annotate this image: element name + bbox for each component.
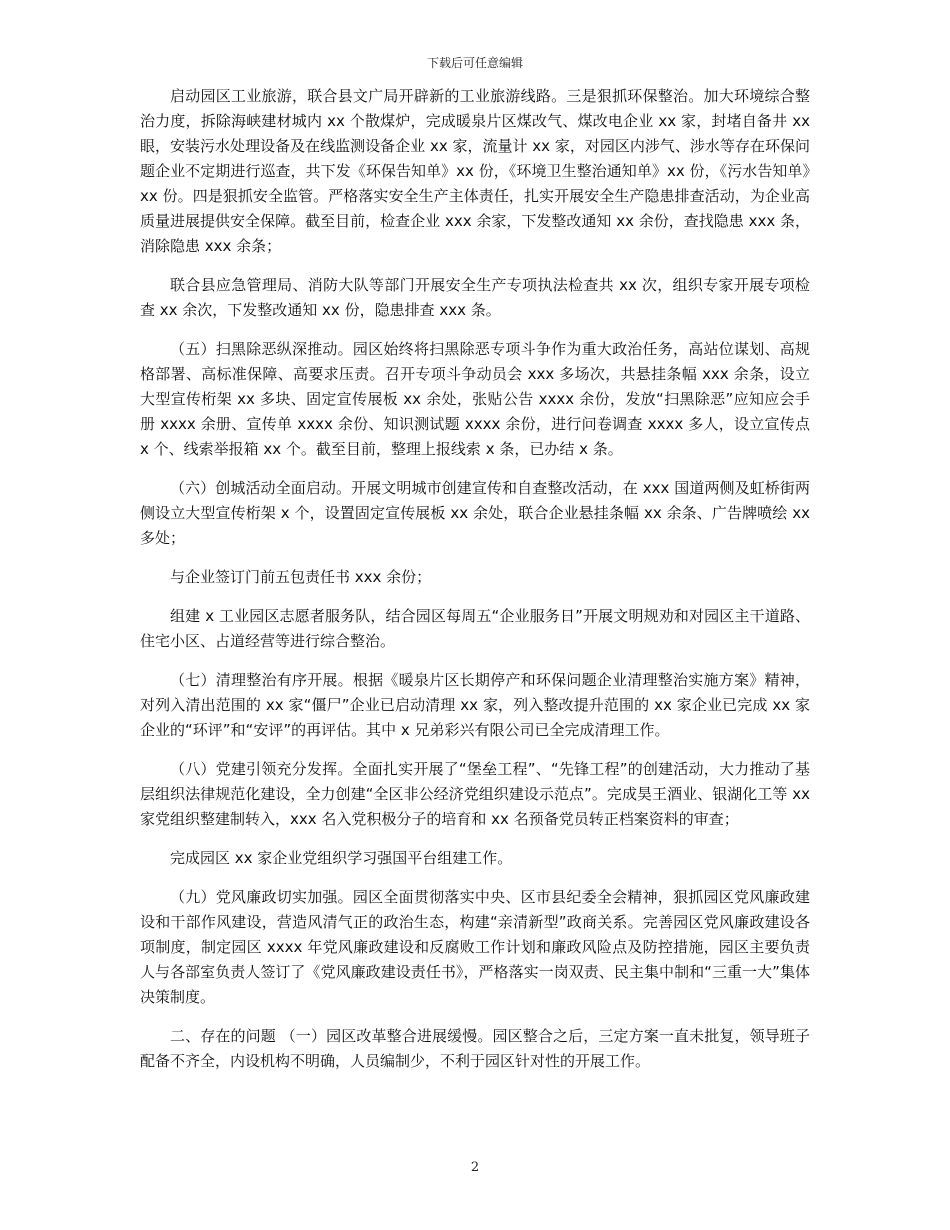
document-body xyxy=(140,84,810,1088)
paragraph-6: 组建 x 工业园区志愿者服务队，结合园区每周五“企业服务日”开展文明规劝和对园区主干道路、住宅小区、占道经营等进行综合整治。 xyxy=(140,607,810,650)
paragraph-2: 联合县应急管理局、消防大队等部门开展安全生产专项执法检查共 xx 次，组织专家开展专项检查 xx 余次，下发整改通知 xx 份，隐患排查 xxx 条。 xyxy=(140,276,810,319)
paragraph-4: （六）创城活动全面启动。开展文明城市创建宣传和自查整改活动，在 xxx 国道两侧及虹桥街两侧设立大型宣传桁架 x 个，设置固定宣传展板 xx 余处，联合企业悬挂条幅 xx 余条、广告牌喷绘 xx 多处； xyxy=(140,479,810,547)
paragraph-10: （九）党风廉政切实加强。园区全面贯彻落实中央、区市县纪委全会精神，狠抓园区党风廉政建设和干部作风建设，营造风清气正的政治生态，构建“亲清新型”政商关系。完善园区党风廉政建设各项制度，制定园区 xxxx 年党风廉政建设和反腐败工作计划和廉政风险点及防控措施，园区主要负责人与各部室负责人签订了《党风廉政建设责任书》，严格落实一岗双责、民主集中制和“三重一大”集体决策制度。 xyxy=(140,888,810,1006)
paragraph-3: （五）扫黑除恶纵深推动。园区始终将扫黑除恶专项斗争作为重大政治任务，高站位谋划、高规格部署、高标准保障、高要求压责。召开专项斗争动员会 xxx 多场次，共悬挂条幅 xxx 余条，设立大型宣传桁架 xx 多块、固定宣传展板 xx 余处，张贴公告 xxxx 余份，发放“扫黑除恶”应知应会手册 xxxx 余册、宣传单 xxxx 余份、知识测试题 xxxx 余份，进行问卷调查 xxxx 多人，设立宣传点 x 个、线索举报箱 xx 个。截至目前，整理上报线索 x 条，已办结 x 条。 xyxy=(140,340,810,458)
page-header: 下载后可任意编辑 xyxy=(426,56,523,70)
page-number: 2 xyxy=(470,1160,480,1175)
paragraph-7: （七）清理整治有序开展。根据《暖泉片区长期停产和环保问题企业清理整治实施方案》精神，对列入清出范围的 xx 家“僵尸”企业已启动清理 xx 家，列入整改提升范围的 xx 家企业已完成 xx 家企业的“环评”和“安评”的再评估。其中 x 兄弟彩兴有限公司已全完成清理工作。 xyxy=(140,671,810,739)
paragraph-11: 二、存在的问题 （一）园区改革整合进展缓慢。园区整合之后，三定方案一直未批复，领导班子配备不齐全，内设机构不明确，人员编制少，不利于园区针对性的开展工作。 xyxy=(140,1027,810,1070)
paragraph-5: 与企业签订门前五包责任书 xxx 余份； xyxy=(170,568,432,586)
paragraph-9: 完成园区 xx 家企业党组织学习强国平台组建工作。 xyxy=(170,849,513,867)
paragraph-8: （八）党建引领充分发挥。全面扎实开展了“堡垒工程”、“先锋工程”的创建活动，大力推动了基层组织法律规范化建设，全力创建“全区非公经济党组织建设示范点”。完成昊王酒业、银湖化工等 xx 家党组织整建制转入，xxx 名入党积极分子的培育和 xx 名预备党员转正档案资料的审查； xyxy=(140,760,810,828)
paragraph-1: 启动园区工业旅游，联合县文广局开辟新的工业旅游线路。三是狠抓环保整治。加大环境综合整治力度，拆除海峡建材城内 xx 个散煤炉，完成暖泉片区煤改气、煤改电企业 xx 家，封堵自备井 xx 眼，安装污水处理设备及在线监测设备企业 xx 家，流量计 xx 家，对园区内涉气、涉水等存在环保问题企业不定期进行巡查，共下发《环保告知单》xx 份，《环境卫生整治通知单》xx 份，《污水告知单》xx 份。四是狠抓安全监管。严格落实安全生产主体责任，扎实开展安全生产隐患排查活动，为企业高质量进展提供安全保障。截至目前，检查企业 xxx 余家，下发整改通知 xx 余份，查找隐患 xxx 条，消除隐患 xxx 余条； xyxy=(140,87,810,255)
